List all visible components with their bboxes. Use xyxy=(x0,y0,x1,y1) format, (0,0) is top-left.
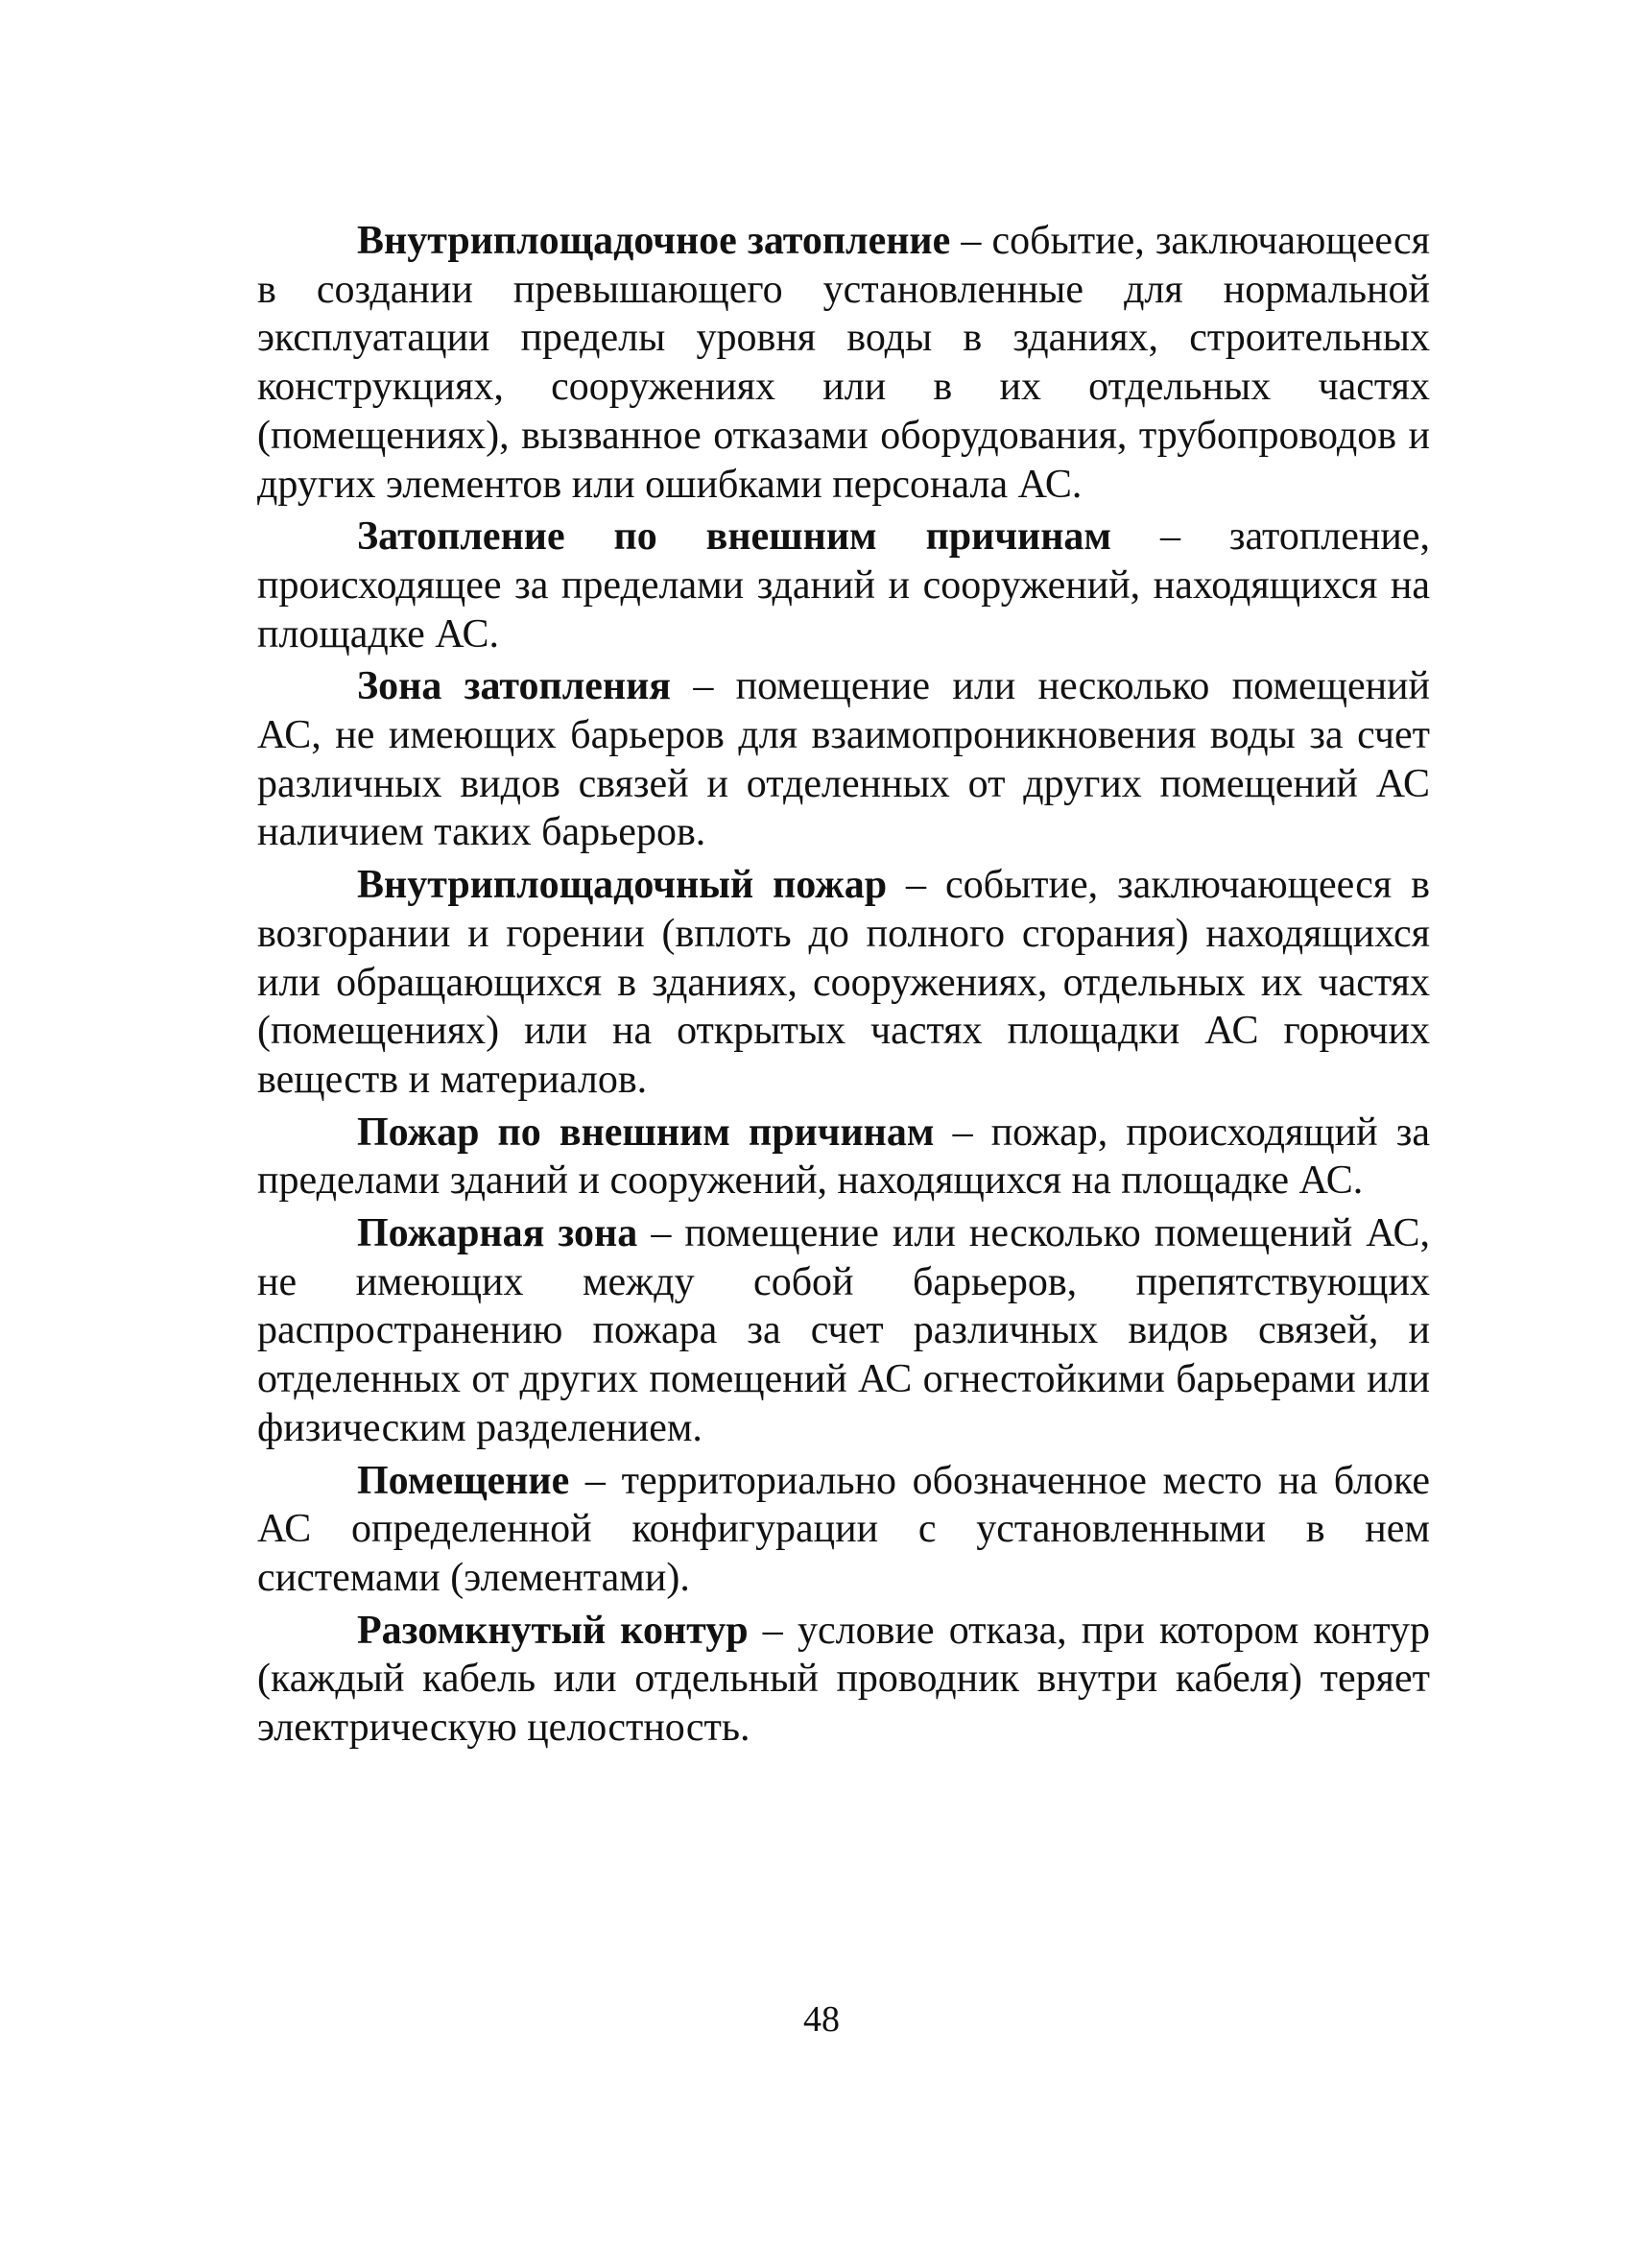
glossary-term: Разомкнутый контур xyxy=(357,1608,749,1653)
glossary-term: Пожар по внешним причинам xyxy=(357,1110,935,1155)
glossary-entry xyxy=(257,662,1430,857)
glossary-definition: затопление, происходящее за пределами зданий и сооружений, находящихся на площадке АС. xyxy=(257,514,1430,657)
glossary-entry xyxy=(257,217,1430,509)
term-separator: – xyxy=(1111,514,1229,560)
glossary-definition: территориально обозначенное место на блоке АС определенной конфигурации с установленными в нем системами (элементами). xyxy=(257,1458,1431,1600)
glossary-entry xyxy=(257,1607,1430,1753)
glossary-entry xyxy=(257,1457,1430,1603)
glossary-definition: событие, заключающееся в создании превышающего установленные для нормальной эксплуатации пределы уровня воды в зданиях, строительных конструкциях, сооружениях или в их отдельных частях (помещениях), вызванное отказами оборудования, трубопроводов и других элементов или ошибками персонала АС. xyxy=(257,219,1430,507)
glossary-entry xyxy=(257,513,1430,658)
glossary-definition: условие отказа, при котором контур (каждый кабель или отдельный проводник внутри кабеля) теряет электрическую целостность. xyxy=(257,1608,1431,1751)
glossary-term: Зона затопления xyxy=(357,664,672,709)
glossary-definition: событие, заключающееся в возгорании и горении (вплоть до полного сгорания) находящихся или обращающихся в зданиях, сооружениях, отдельных их частях (помещениях) или на открытых частях площадки АС горючих веществ и материалов. xyxy=(257,863,1431,1102)
glossary-body xyxy=(257,217,1430,1753)
glossary-term: Затопление по внешним причинам xyxy=(357,514,1112,560)
glossary-term: Внутриплощадочный пожар xyxy=(357,863,888,908)
glossary-definition: помещение или несколько помещений АС, не имеющих барьеров для взаимопроникновения воды за счет различных видов связей и отделенных от других помещений АС наличием таких барьеров. xyxy=(257,664,1431,855)
term-separator: – xyxy=(569,1458,622,1503)
glossary-definition: пожар, происходящий за пределами зданий и сооружений, находящихся на площадке АС. xyxy=(257,1110,1430,1204)
glossary-definition: помещение или несколько помещений АС, не имеющих между собой барьеров, препятствующих распространению пожара за счет различных видов связей, и отделенных от других помещений АС огнестойкими барьерами или физическим разделением. xyxy=(257,1211,1430,1450)
glossary-entry xyxy=(257,861,1430,1105)
glossary-term: Пожарная зона xyxy=(357,1211,638,1256)
glossary-entry xyxy=(257,1209,1430,1453)
term-separator: – xyxy=(748,1608,798,1653)
glossary-entry xyxy=(257,1109,1430,1206)
glossary-term: Помещение xyxy=(357,1458,570,1503)
term-separator: – xyxy=(671,664,736,709)
term-separator: – xyxy=(887,863,945,908)
term-separator: – xyxy=(637,1211,685,1256)
page-number: 48 xyxy=(803,1999,840,2040)
term-separator: – xyxy=(934,1110,991,1155)
glossary-term: Внутриплощадочное затопление xyxy=(357,219,951,263)
term-separator: – xyxy=(950,219,992,263)
